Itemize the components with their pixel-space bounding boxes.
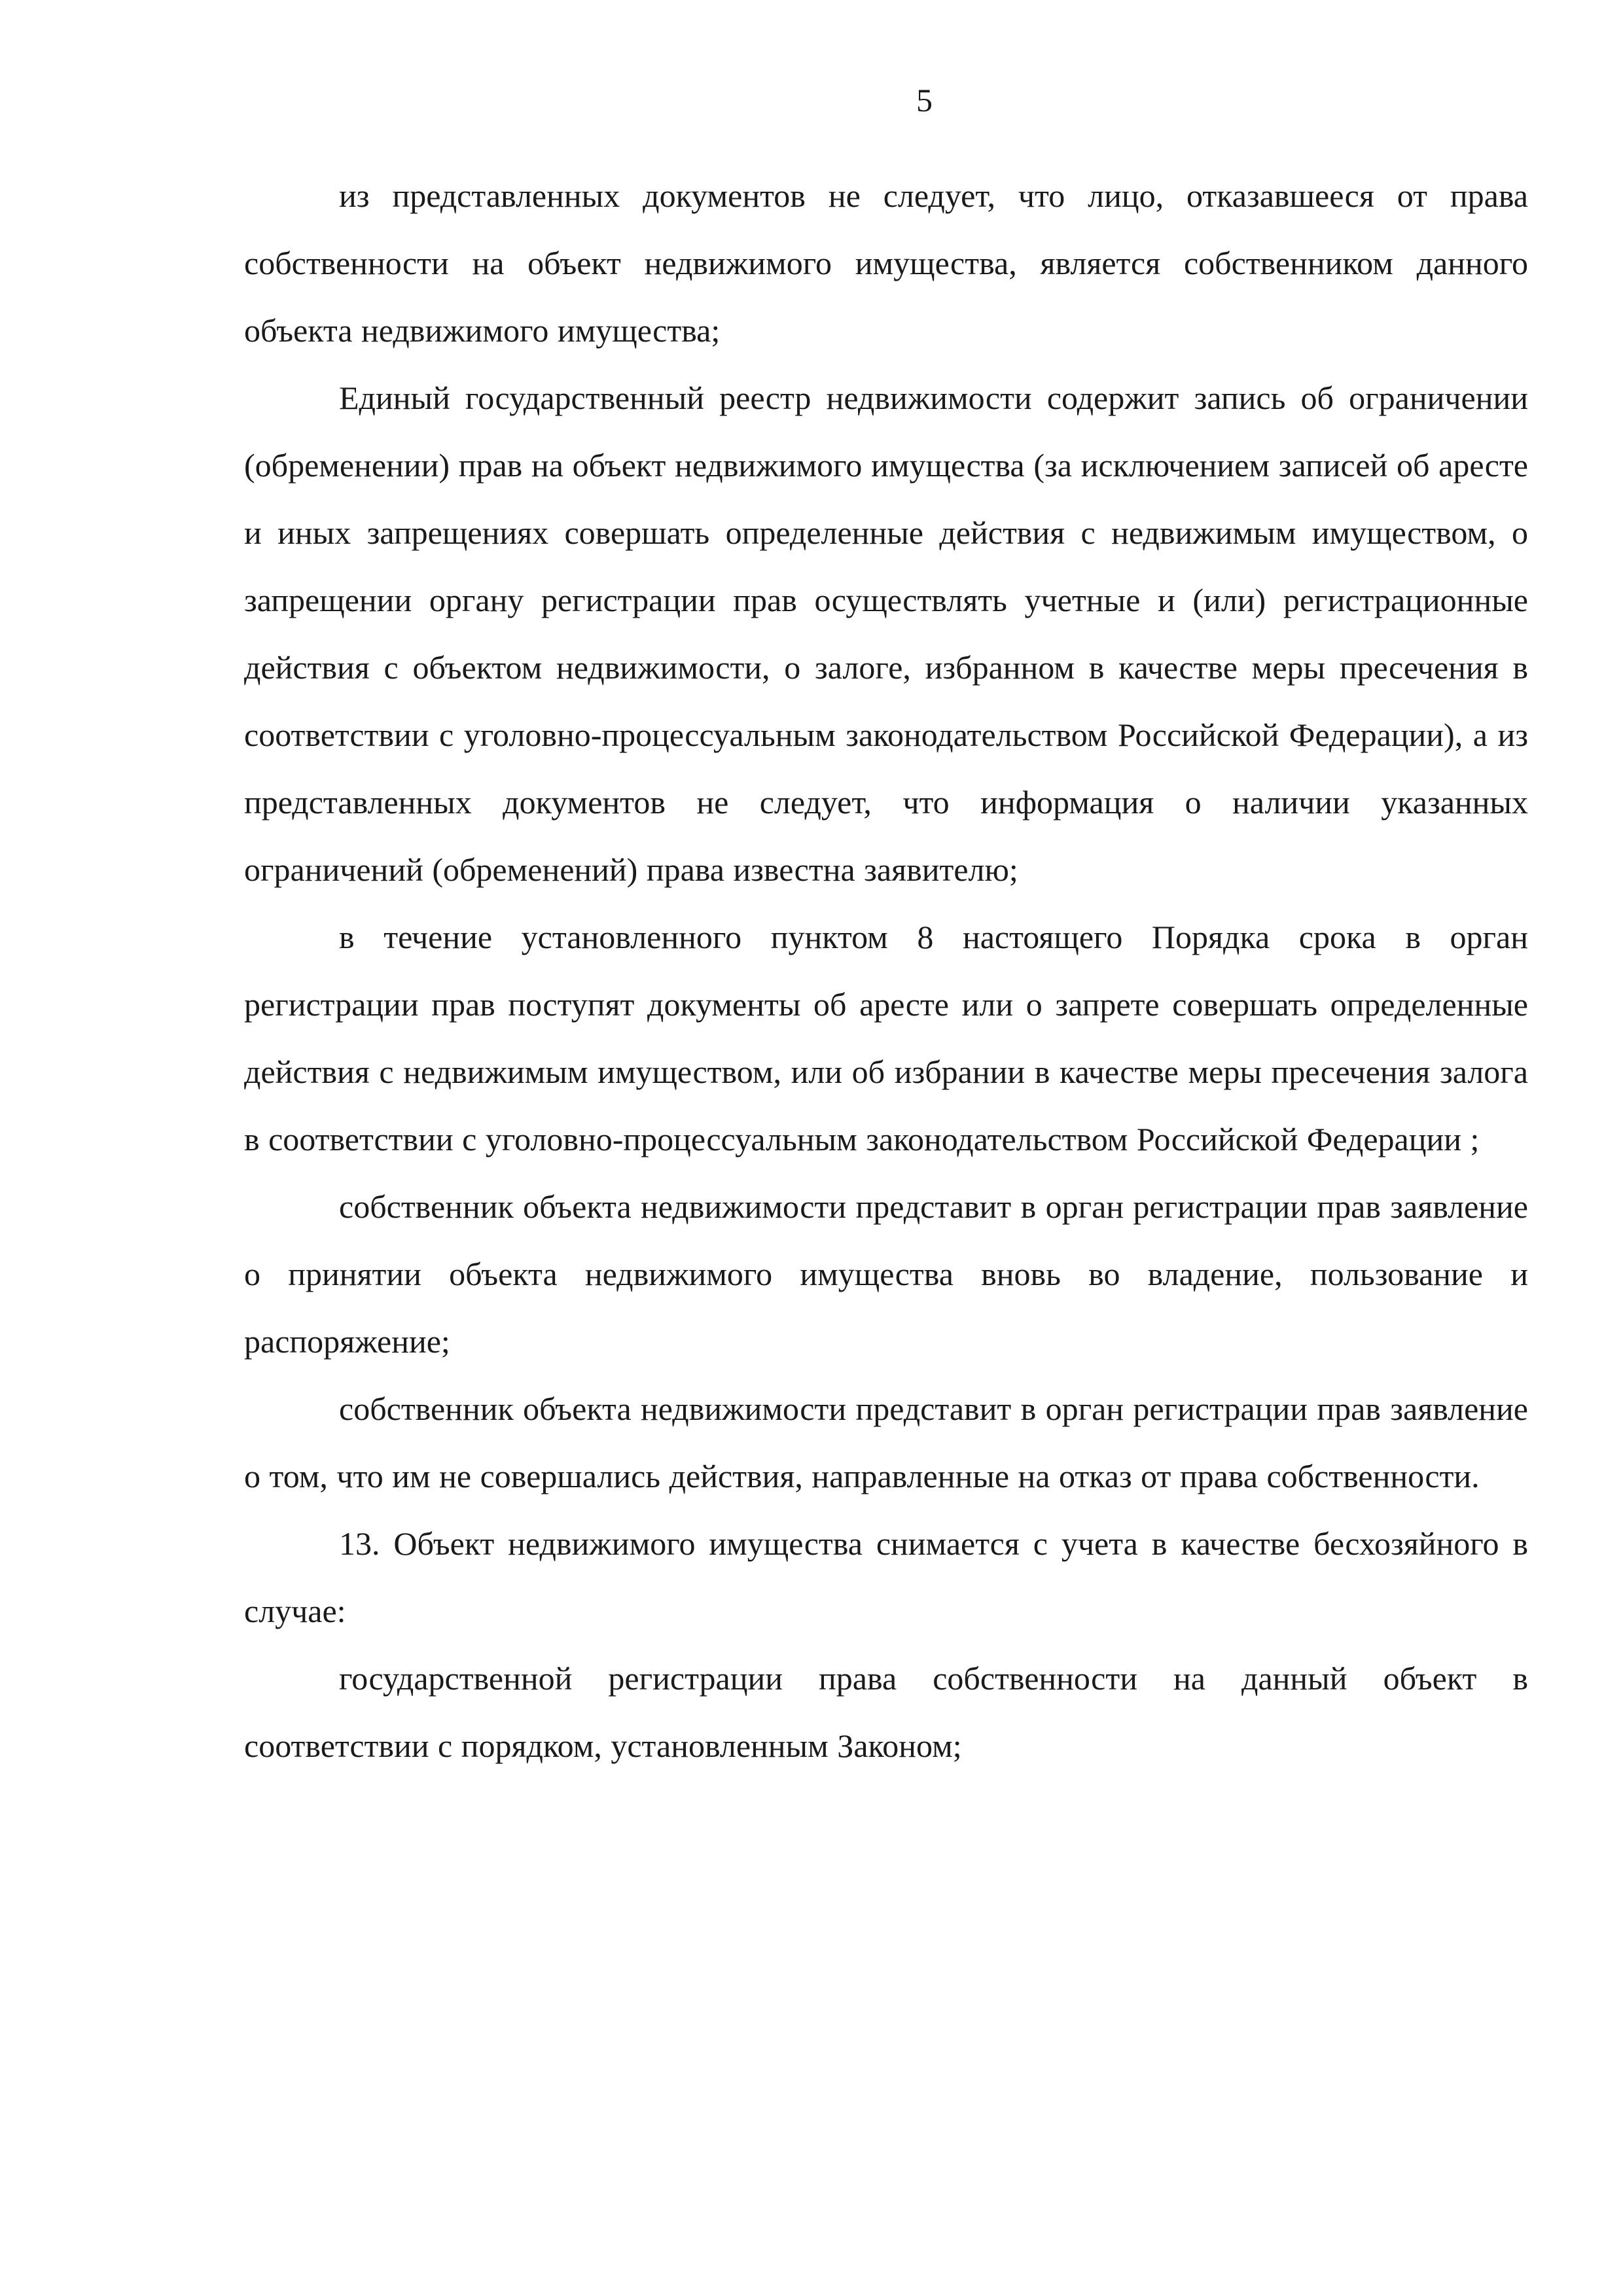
document-body [244,162,1528,1780]
paragraph-owner-reclaim: собственник объекта недвижимости представит в орган регистрации прав заявление о принятии объекта недвижимого имущества вновь во владение, пользование и распоряжение; [244,1188,1528,1360]
paragraph-owner-statement: собственник объекта недвижимости представит в орган регистрации прав заявление о том, что им не совершались действия, направленные на отказ от права собственности. [244,1390,1528,1494]
paragraph-state-registration: государственной регистрации права собственности на данный объект в соответствии с порядком, установленным Законом; [244,1660,1528,1764]
page-number: 5 [916,82,933,118]
paragraph-arrest-documents: в течение установленного пунктом 8 настоящего Порядка срока в орган регистрации прав поступят документы об аресте или о запрете совершать определенные действия с недвижимым имуществом, или об избрании в качестве меры пресечения залога в соответствии с уголовно-процессуальным законодательством Российской Федерации ; [244,919,1528,1157]
paragraph-item-13: 13. Объект недвижимого имущества снимается с учета в качестве бесхозяйного в случае: [244,1525,1528,1629]
paragraph-registry-encumbrance: Единый государственный реестр недвижимости содержит запись об ограничении (обременении) прав на объект недвижимого имущества (за исключением записей об аресте и иных запрещениях совершать определенные действия с недвижимым имуществом, о запрещении органу регистрации прав осуществлять учетные и (или) регистрационные действия с объектом недвижимости, о залоге, избранном в качестве меры пресечения в соответствии с уголовно-процессуальным законодательством Российской Федерации), а из представленных документов не следует, что информация о наличии указанных ограничений (обременений) права известна заявителю; [244,380,1528,888]
paragraph-refusal-owner: из представленных документов не следует, что лицо, отказавшееся от права собственности на объект недвижимого имущества, является собственником данного объекта недвижимого имущества; [244,177,1528,349]
